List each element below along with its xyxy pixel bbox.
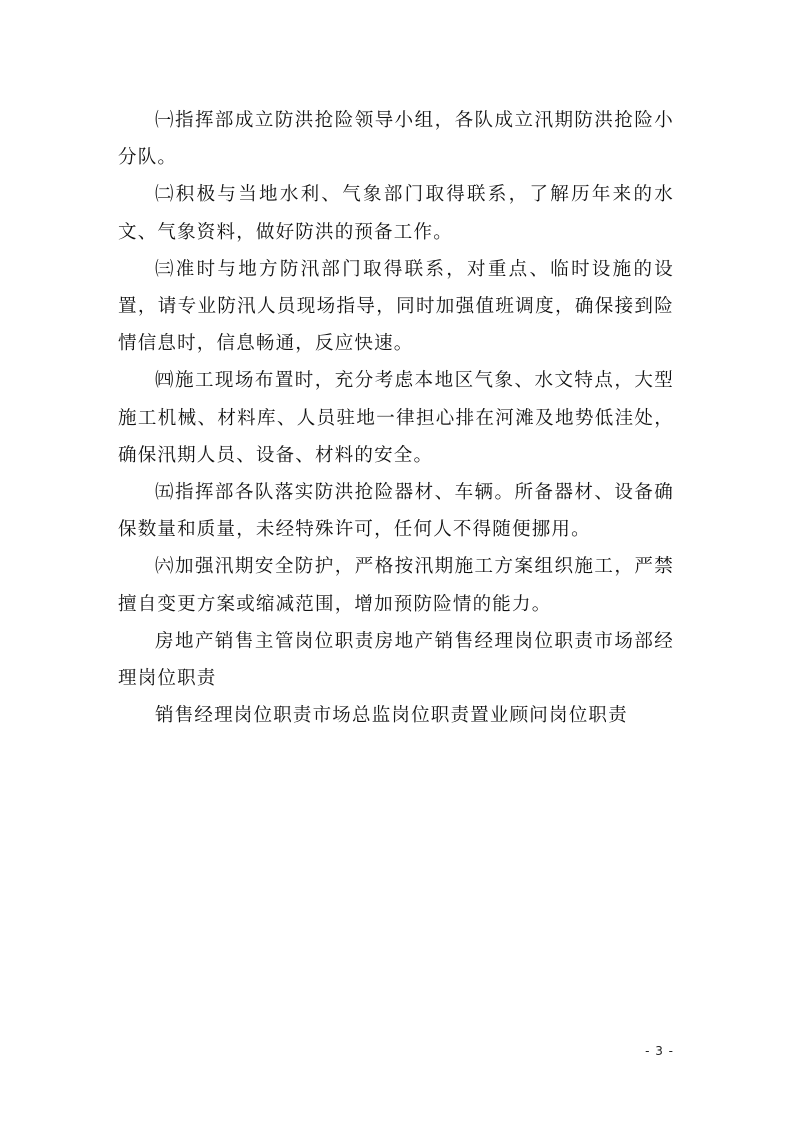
paragraph-flood-leadership-group: ㈠指挥部成立防洪抢险领导小组，各队成立汛期防洪抢险小分队。 <box>118 110 674 169</box>
paragraph-site-layout: ㈣施工现场布置时，充分考虑本地区气象、水文特点，大型施工机械、材料库、人员驻地一律担心排在河滩及地势低洼处，确保汛期人员、设备、材料的安全。 <box>118 370 674 466</box>
paragraph-equipment-vehicles: ㈤指挥部各队落实防洪抢险器材、车辆。所备器材、设备确保数量和质量，未经特殊许可，任何人不得随便挪用。 <box>118 482 674 541</box>
paragraph-related-duties-1: 房地产销售主管岗位职责房地产销售经理岗位职责市场部经理岗位职责 <box>118 630 674 690</box>
page-number: - 3 - <box>645 1044 674 1058</box>
document-body <box>118 102 674 734</box>
paragraph-related-duties-2: 销售经理岗位职责市场总监岗位职责置业顾问岗位职责 <box>155 705 628 727</box>
paragraph-safety-protection: ㈥加强汛期安全防护，严格按汛期施工方案组织施工，严禁擅自变更方案或缩减范围，增加预防险情的能力。 <box>118 556 674 615</box>
paragraph-contact-water-weather: ㈡积极与当地水利、气象部门取得联系，了解历年来的水文、气象资料，做好防洪的预备工作。 <box>118 184 674 243</box>
paragraph-contact-flood-department: ㈢准时与地方防汛部门取得联系，对重点、临时设施的设置，请专业防汛人员现场指导，同时加强值班调度，确保接到险情信息时，信息畅通，反应快速。 <box>118 258 674 355</box>
